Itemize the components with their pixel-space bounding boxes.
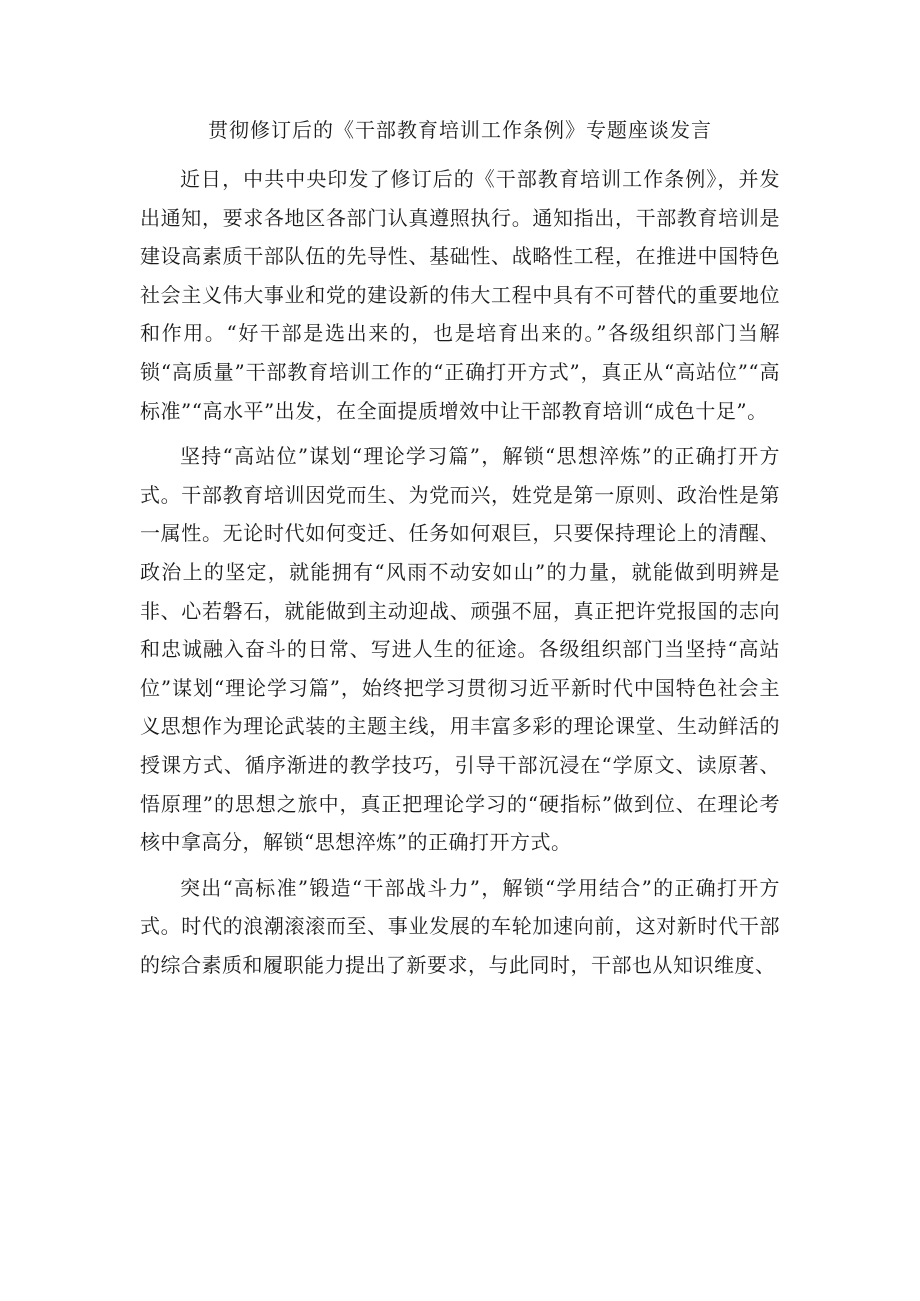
paragraph-intro: 近日，中共中央印发了修订后的《干部教育培训工作条例》，并发出通知，要求各地区各部门认真遵照执行。通知指出，干部教育培训是建设高素质干部队伍的先导性、基础性、战略性工程，在推进中国特色社会主义伟大事业和党的建设新的伟大工程中具有不可替代的重要地位和作用。“好干部是选出来的，也是培育出来的。”各级组织部门当解锁“高质量”干部教育培训工作的“正确打开方式”，真正从“高站位”“高标准”“高水平”出发，在全面提质增效中让干部教育培训“成色十足”。 — [140, 167, 780, 423]
paragraph-cadre-capability: 突出“高标准”锻造“干部战斗力”，解锁“学用结合”的正确打开方式。时代的浪潮滚滚而至、事业发展的车轮加速向前，这对新时代干部的综合素质和履职能力提出了新要求，与此同时，干部也从知识维度、 — [140, 875, 780, 977]
document-title: 贯彻修订后的《干部教育培训工作条例》专题座谈发言 — [208, 118, 712, 142]
paragraph-theory-study: 坚持“高站位”谋划“理论学习篇”，解锁“思想淬炼”的正确打开方式。干部教育培训因党而生、为党而兴，姓党是第一原则、政治性是第一属性。无论时代如何变迁、任务如何艰巨，只要保持理论上的清醒、政治上的坚定，就能拥有“风雨不动安如山”的力量，就能做到明辨是非、心若磐石，就能做到主动迎战、顽强不屈，真正把许党报国的志向和忠诚融入奋斗的日常、写进人生的征途。各级组织部门当坚持“高站位”谋划“理论学习篇”，始终把学习贯彻习近平新时代中国特色社会主义思想作为理论武装的主题主线，用丰富多彩的理论课堂、生动鲜活的授课方式、循序渐进的教学技巧，引导干部沉浸在“学原文、读原著、悟原理”的思想之旅中，真正把理论学习的“硬指标”做到位、在理论考核中拿高分，解锁“思想淬炼”的正确打开方式。 — [140, 444, 780, 855]
document-body — [140, 160, 780, 984]
